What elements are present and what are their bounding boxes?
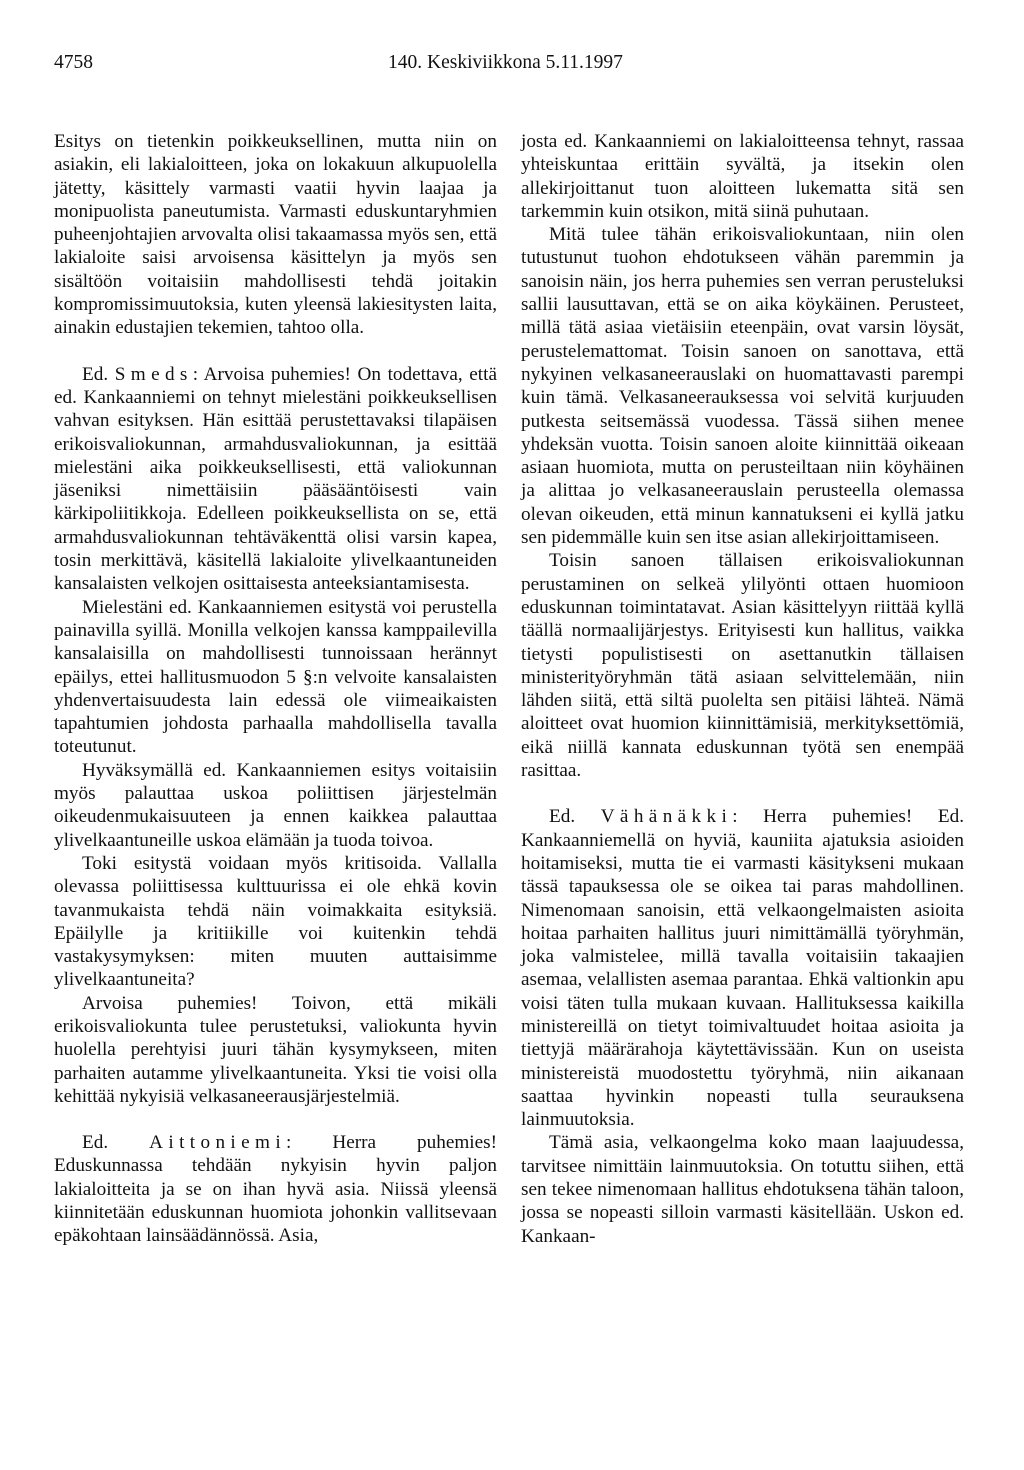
right-column: [521, 130, 964, 1248]
speaker-prefix: Ed.: [82, 363, 115, 385]
paragraph: Tämä asia, velkaongelma koko maan laajuudessa, tarvitsee nimittäin lainmuutoksia. On totuttu siihen, että sen tekee nimenomaan hallitus ehdotuksena tähän taloon, jossa se nopeasti silloin varmasti käsitellään. Uskon ed. Kankaan-: [521, 1132, 964, 1247]
left-column: [54, 130, 497, 1248]
speech-text: : Herra puhemies! Ed. Kankaanniemellä on hyviä, kauniita ajatuksia asioiden hoitamiseksi, mutta tie ei varmasti käsitykseni mukaan tässä tapauksessa ole se oikea tai paras mahdollinen. Nimenomaan sanoisin, että velkaongelmaisten asioita hoitaa parhaiten hallitus juuri nimittämällä työryhmän, joka valmistelee, millä tavalla voitaisiin takaajien asemaa, velallisten asemaa parantaa. Ehkä valtionkin apu voisi täten tulla mukaan kuvaan. Hallituksessa kaikilla ministereillä on tietyt toimivaltuudet hoitaa asioita ja tiettyjä määrärahoja käytettävissään. Kun on useista ministereistä muodostettu työryhmä, niin aikanaan saattaa hyvinkin nopeasti tulla seurauksena lainmuutoksia.: [521, 806, 964, 1131]
speaker-name: Vähänäkki: [600, 806, 733, 828]
paragraph: Arvoisa puhemies! Toivon, että mikäli erikoisvaliokunta tulee perustetuksi, valiokunta hyvin huolella perehtyisi juuri tähän kysymykseen, miten parhaiten autamme ylivelkaantuneita. Yksi tie voisi olla kehittää nykyisiä velkasaneerausjärjestelmiä.: [54, 992, 497, 1107]
paragraph: Mielestäni ed. Kankaanniemen esitystä voi perustella painavilla syillä. Monilla velkojen kanssa kamppailevilla kansalaisilla on mahdollisesti tunnoissaan herännyt epäilys, ettei hallitusmuodon 5 §:n velvoite kansalaisten yhdenvertaisuudesta lain edessä ole viimeaikaisten tapahtumien johdosta parhaalla mahdollisella tavalla toteutunut.: [54, 596, 497, 758]
speaker-paragraph: [54, 1131, 497, 1247]
paragraph: Toki esitystä voidaan myös kritisoida. Vallalla olevassa poliittisessa kulttuurissa ei ole ehkä kovin tavanmukaista tehdä näin voimakkaita esityksiä. Epäilylle ja kritiikille voi kuitenkin tehdä vastakysymyksen: miten muuten auttaisimme ylivelkaantuneita?: [54, 852, 497, 991]
paragraph: Hyväksymällä ed. Kankaanniemen esitys voitaisiin myös palauttaa uskoa poliittisen järjestelmän oikeudenmukaisuuteen ja ennen kaikkea palauttaa ylivelkaantuneille uskoa elämään ja tuoda toivoa.: [54, 759, 497, 851]
speaker-prefix: Ed.: [549, 806, 601, 828]
speaker-paragraph: [521, 805, 964, 1131]
speaker-name: Aittoniemi: [149, 1132, 287, 1154]
speaker-name: Smeds: [114, 363, 193, 385]
session-header: 140. Keskiviikkona 5.11.1997: [388, 52, 623, 73]
paragraph: josta ed. Kankaanniemi on lakialoitteensa tehnyt, rassaa yhteiskuntaa erittäin syvältä, ja itsekin olen allekirjoittanut tuon aloitteen lukematta sitä sen tarkemmin kuin otsikon, mitä siinä puhutaan.: [521, 131, 964, 222]
speech-text: : Herra puhemies! Eduskunnassa tehdään nykyisin hyvin paljon lakialoitteita ja se on ihan hyvä asia. Niissä yleensä kiinnitetään eduskunnan huomiota johonkin vallitsevaan epäkohtaan lainsäädännössä. Asia,: [54, 1132, 497, 1247]
speaker-paragraph: [54, 363, 497, 596]
page-number: 4758: [54, 52, 93, 73]
speech-text: : Arvoisa puhemies! On todettava, että ed. Kankaanniemi on tehnyt mielestäni poikkeuksellisen vahvan esityksen. Hän esittää perustettavaksi tilapäisen erikoisvaliokunnan, armahdusvaliokunnan, ja esittää mielestäni aika poikkeuksellisesti, että valiokunnan jäseniksi nimettäisiin pääsääntöisesti vain kärkipoliitikkoja. Edelleen poikkeuksellista on se, että armahdusvaliokunnan tehtäväkenttä olisi varsin kapea, tosin merkittävä, käsitellä lakialoite ylivelkaantuneiden kansalaisten velkojen osittaisesta anteeksiantamisesta.: [54, 363, 497, 595]
speaker-prefix: Ed.: [82, 1132, 150, 1154]
paragraph: Esitys on tietenkin poikkeuksellinen, mutta niin on asiakin, eli lakialoitteen, joka on lokakuun alkupuolella jätetty, käsittely varmasti vaatii hyvin laajaa ja monipuolista paneutumista. Varmasti eduskuntaryhmien puheenjohtajien arvovalta olisi takaamassa myös sen, että lakialoite saisi arvoisensa käsittelyn ja myös sen sisältöön voitaisiin mahdollisesti tehdä joitakin kompromissimuutoksia, kuten yleensä lakiesitysten laita, ainakin edustajien tekemien, tahtoo olla.: [54, 131, 497, 339]
paragraph: Toisin sanoen tällaisen erikoisvaliokunnan perustaminen on selkeä ylilyönti ottaen huomioon eduskunnan toimintatavat. Asian käsittelyyn riittää kyllä täällä normaalijärjestys. Erityisesti kun hallitus, vaikka tietysti populistisesti on asettanutkin tällaisen ministerityöryhmän tätä asiaan selvittelemään, niin lähden siitä, että siltä puolelta sen pitäisi lähteä. Nämä aloitteet ovat huomion kiinnittämisiä, merkityksettömiä, eikä niillä kannata eduskunnan työtä sen enempää rasittaa.: [521, 550, 964, 782]
paragraph: Mitä tulee tähän erikoisvaliokuntaan, niin olen tutustunut tuohon ehdotukseen vähän paremmin ja sanoisin näin, jos herra puhemies sen verran perusteluksi sallii lausuttavan, että se on aika köykäinen. Perusteet, millä tätä asiaa vietäisiin eteenpäin, ovat varsin löysät, perustelemattomat. Toisin sanoen on sanottava, että nykyinen velkasaneerauslaki on huomattavasti parempi kuin tämä. Velkasaneerauksessa voi selvitä kurjuuden putkesta seitsemässä vuodessa. Tässä siihen menee yhdeksän vuotta. Toisin sanoen aloite kiinnittää oikeaan asiaan huomiota, mutta on perusteiltaan niin köyhäinen ja alittaa jo velkasaneerauslain perusteella olemassa olevan oikeuden, että minun kannatukseni ei kyllä jatku sen pidemmälle kuin sen itse asian allekirjoittamiseen.: [521, 224, 964, 549]
